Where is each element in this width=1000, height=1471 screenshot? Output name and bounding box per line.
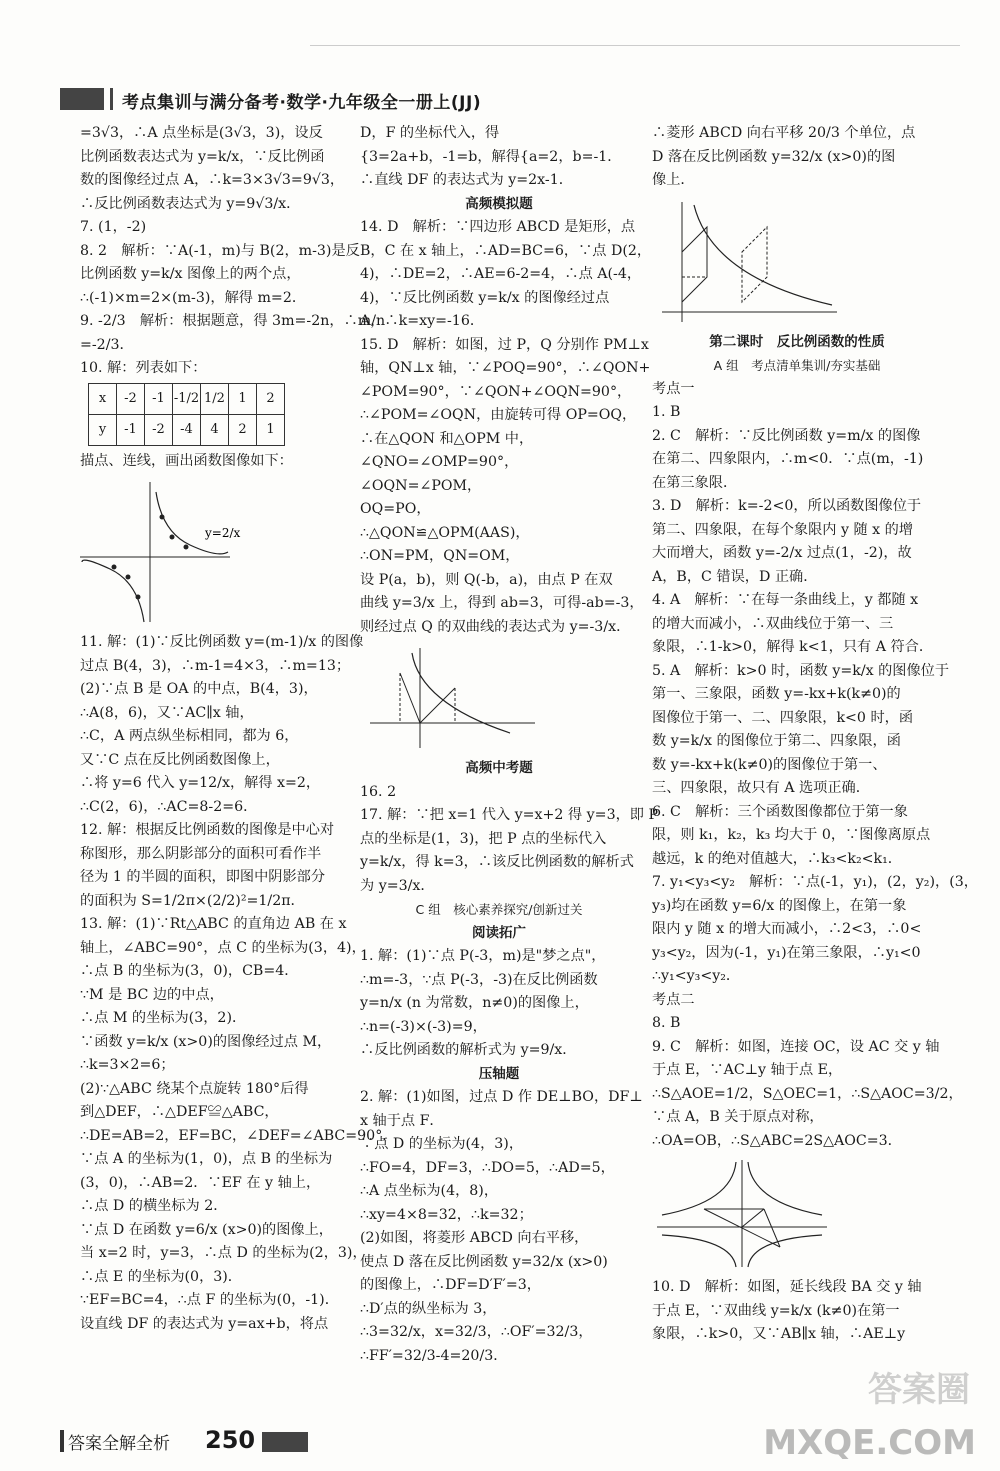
text-line: ∴菱形 ABCD 向右平移 20/3 个单位，点 [652,125,916,141]
text-line: 称图形，那么阴影部分的面积可看作半 [80,845,322,862]
text-line: ∴点 M 的坐标为(3，2)． [80,1010,247,1026]
text-line: 当 x=2 时，y=3，∴点 D 的坐标为(2，3)， [80,1245,367,1261]
text-line: ∴n=(-3)×(-3)=9， [360,1018,487,1035]
column-3 [652,122,978,1347]
text-line: y=k/x，得 k=3，∴该反比例函数的解析式 [360,854,634,870]
text-line: 15. D 解析：如图，过 P，Q 分别作 PM⊥x [360,336,649,353]
text-line: 在第二、四象限内，∴m<0．∵点(m，-1) [652,451,924,467]
text-line: 轴上，∠ABC=90°，点 C 的坐标为(3，4)， [80,939,366,956]
text-line: D 落在反比例函数 y=32/x (x>0)的图 [652,148,896,165]
text-line: ∵EF=BC=4，∴点 F 的坐标为(0，-1)． [80,1292,339,1308]
text-line: 设 P(a，b)，则 Q(-b，a)，由点 P 在双 [360,571,613,588]
value-table [88,383,285,446]
section-heading-mock: 高频模拟题 [465,195,533,212]
page-footer [60,1426,310,1456]
text-line: {3=2a+b，-1=b，解得{a=2，b=-1． [360,148,622,165]
text-line: y₃<y₂，因为(-1，y₁)在第三象限，∴y₁<0 [652,944,921,961]
text-line: ∴C，A 两点纵坐标相同，都为 6， [80,728,299,744]
symmetry-figure [652,1157,832,1272]
text-line: 考点一 [652,380,695,397]
table-cell: y [89,414,117,445]
text-line: ∴∠POM=∠OQN，由旋转可得 OP=OQ， [360,407,637,423]
text-line: ∴OA=OB，∴S△ABC=2S△AOC=3． [652,1132,902,1149]
header-title: 考点集训与满分备考·数学·九年级全一册上(JJ) [122,93,482,113]
table-cell: -1/2 [173,383,201,414]
text-line: 14. D 解析：∵四边形 ABCD 是矩形，点 [360,219,636,235]
watermark-brand: 答案圈 [868,1370,970,1410]
table-cell: 1/2 [201,383,229,414]
text-line: 13. 解：(1)∵Rt△ABC 的直角边 AB 在 x [80,916,347,932]
section-heading-final: 压轴题 [478,1065,520,1082]
text-line: 16. 2 [360,783,397,800]
text-line: 2. 解：(1)如图，过点 D 作 DE⊥BO，DF⊥ [360,1089,643,1105]
text-line: 像上． [652,172,695,188]
table-cell: 2 [257,383,285,414]
text-line: ∴反比例函数的解析式为 y=9/x． [360,1042,577,1058]
column-3-text-c [652,1276,942,1347]
text-line: ∴A 点坐标为(4，8)， [360,1183,499,1199]
text-line: 的增大而减小，∴双曲线位于第一、三 [652,615,894,632]
section-heading-group-c: C 组 核心素养探究/创新过关 [415,902,583,917]
column-3-text-a [652,122,942,193]
text-line: y=n/x (n 为常数，n≠0)的图像上， [360,995,589,1011]
text-line: 象限，∴k>0，又∵AB∥x 轴，∴AE⊥y [652,1326,906,1342]
column-1-text-b [80,450,342,474]
text-line: =3√3，∴A 点坐标是(3√3，3)，设反 [80,125,323,141]
text-line: 12. 解：根据反比例函数的图像是中心对 [80,822,335,838]
text-line: 8. 2 解析：∵A(-1，m)与 B(2，m-3)是反 [80,242,360,259]
text-line: y₃)均在函数 y=6/x 的图像上，在第一象 [652,897,907,914]
text-line: 第一、三象限，函数 y=-kx+k(k≠0)的 [652,686,901,702]
text-line: B，C 在 x 轴上，∴AD=BC=6，∵点 D(2， [360,242,652,259]
text-line: 图像位于第一、二、四象限，k<0 时，函 [652,709,914,726]
table-cell: -4 [173,414,201,445]
table-cell: x [89,383,117,414]
page-number: 250 [205,1426,256,1454]
text-line: ∴点 E 的坐标为(0，3)． [80,1268,242,1285]
text-line: 描点、连线，画出函数图像如下： [80,452,293,469]
text-line: 第二、四象限，在每个象限内 y 随 x 的增 [652,521,914,538]
text-line: 三、四象限，故只有 A 选项正确． [652,780,870,796]
text-line: OQ=PO， [360,501,431,517]
text-line: 11. 解：(1)∵反比例函数 y=(m-1)/x 的图像 [80,634,364,650]
text-line: D，F 的坐标代入，得 [360,125,500,141]
text-line: ∠POM=90°，∵∠QON+∠OQN=90°， [360,383,632,400]
column-2-text-c [360,781,659,899]
page-header [60,84,960,114]
text-line: A，B，C 错误，D 正确． [652,568,818,585]
table-cell: 2 [229,414,257,445]
text-line: ∴A(8，6)，又∵AC∥x 轴， [80,704,254,721]
text-line: 4)，∵反比例函数 y=k/x 的图像经过点 [360,289,610,306]
text-line: ∵点 D 的坐标为(4，3)， [360,1136,524,1152]
text-line: 考点二 [652,991,695,1008]
text-line: 使点 D 落在反比例函数 y=32/x (x>0) [360,1253,608,1270]
text-line: A，∴k=xy=-16． [360,313,485,329]
text-line: ∴点 D 的横坐标为 2． [80,1198,228,1214]
section-heading-group-a: A 组 考点清单集训/夯实基础 [713,358,881,373]
text-line: 设直线 DF 的表达式为 y=ax+b，将点 [80,1315,329,1332]
table-cell: -1 [117,414,145,445]
text-line: 限，则 k₁，k₂，k₃ 均大于 0，∵图像离原点 [652,827,931,843]
text-line: ∴点 B 的坐标为(3，0)，CB=4． [80,963,299,979]
text-line: ∴S△AOE=1/2，S△OEC=1，∴S△AOC=3/2， [652,1085,963,1102]
text-line: 数 y=-kx+k(k≠0)的图像位于第一、 [652,756,887,773]
section-heading-exam: 高频中考题 [465,760,533,776]
text-line: ∵点 A 的坐标为(1，0)，点 B 的坐标为 [80,1151,333,1167]
text-line: 1. 解：(1)∵点 P(-3，m)是"梦之点"， [360,948,606,964]
column-2-text-b [360,216,652,639]
text-line: 2. C 解析：∵反比例函数 y=m/x 的图像 [652,427,921,444]
text-line: ∴将 y=6 代入 y=12/x，解得 x=2， [80,775,321,791]
header-rule [310,45,960,46]
text-line: ∴FF′=32/3-4=20/3． [360,1347,508,1364]
text-line: 则经过点 Q 的双曲线的表达式为 y=-3/x． [360,618,631,635]
text-line: ∵函数 y=k/x (x>0)的图像经过点 M， [80,1033,332,1050]
text-line: 于点 E，∵AC⊥y 轴于点 E， [652,1062,843,1078]
text-line: x 轴于点 F． [360,1112,444,1129]
header-block [60,88,104,110]
text-line: (2)∵△ABC 绕某个点旋转 180°后得 [80,1080,309,1097]
text-line: (3，0)，∴AB=2．∵EF 在 y 轴上， [80,1174,321,1191]
text-line: 7. y₁<y₃<y₂ 解析：∵点(-1，y₁)，(2，y₂)，(3， [652,874,978,890]
text-line: ∴(-1)×m=2×(m-3)，解得 m=2． [80,289,307,306]
text-line: 4. A 解析：∵在每一条曲线上，y 都随 x [652,592,919,608]
text-line: ∴△QON≌△OPM(AAS)， [360,524,530,541]
text-line: (2)如图，将菱形 ABCD 向右平移， [360,1230,589,1246]
text-line: ∴y₁<y₃<y₂． [652,968,741,984]
text-line: ∴反比例函数表达式为 y=9√3/x． [80,195,301,212]
text-line: 越远，k 的绝对值越大，∴k₃<k₂<k₁． [652,850,902,867]
text-line: 数 y=k/x 的图像位于第二、四象限，函 [652,733,901,749]
text-line: 比例函数表达式为 y=k/x，∵反比例函 [80,148,325,165]
text-line: 17. 解：∵把 x=1 代入 y=x+2 得 y=3，即 P [360,807,659,823]
column-2 [360,122,659,1368]
column-2-text-d [360,945,638,1063]
column-1-text-a [80,122,386,381]
column-3-text-b [652,378,978,1154]
text-line: ∴k=3×2=6； [80,1057,175,1073]
table-cell: 4 [201,414,229,445]
section-heading-lesson: 第二课时 反比例函数的性质 [709,333,885,350]
text-line: 为 y=3/x． [360,877,435,894]
text-line: ∵M 是 BC 边的中点， [80,986,224,1003]
footer-label: 答案全解全析 [68,1434,170,1454]
table-cell: -1 [145,383,173,414]
text-line: ∵点 D 在函数 y=6/x (x>0)的图像上， [80,1221,333,1238]
text-line: ∴直线 DF 的表达式为 y=2x-1． [360,172,573,188]
table-row-y [89,414,285,445]
text-line: 4)，∴DE=2，∴AE=6-2=4，∴点 A(-4， [360,266,642,282]
text-line: 10. 解：列表如下： [80,360,207,376]
text-line: 1. B [652,404,681,420]
text-line: 到△DEF，∴△DEF≌△ABC， [80,1104,279,1120]
text-line: 6. C 解析：三个函数图像都位于第一象 [652,803,908,820]
footer-block [262,1432,308,1452]
text-line: 在第三象限． [652,474,738,491]
header-bar [110,88,113,110]
text-line: 7. (1，-2) [80,219,147,235]
text-line: ∴D′点的纵坐标为 3， [360,1300,497,1317]
graph-1-label: y=2/x [205,526,241,540]
watermark-site: MXQE.COM [763,1423,976,1463]
text-line: ∴xy=4×8=32，∴k=32； [360,1206,533,1223]
text-line: ∴在△QON 和△OPM 中， [360,430,534,447]
text-line: 大而增大，函数 y=-2/x 过点(1，-2)，故 [652,545,912,561]
text-line: 轴，QN⊥x 轴，∵∠POQ=90°，∴∠QON+ [360,360,651,376]
text-line: ∠OQN=∠POM， [360,477,482,494]
text-line: =-2/3． [80,336,134,353]
table-row-x [89,383,285,414]
table-cell: 1 [257,414,285,445]
text-line: ∴m=-3，∵点 P(-3，-3)在反比例函数 [360,971,598,988]
column-2-text-e [360,1086,643,1368]
text-line: ∴DE=AB=2，EF=BC，∠DEF=∠ABC=90°． [80,1127,397,1144]
text-line: 曲线 y=3/x 上，得到 ab=3，可得-ab=-3， [360,595,644,611]
text-line: 8. B [652,1015,681,1031]
table-cell: -2 [117,383,145,414]
text-line: 3. D 解析：k=-2<0，所以函数图像位于 [652,498,922,514]
text-line: 又∵C 点在反比例函数图像上， [80,751,280,768]
text-line: (2)∵点 B 是 OA 的中点，B(4，3)， [80,681,318,697]
text-line: 9. C 解析：如图，连接 OC，设 AC 交 y 轴 [652,1038,940,1055]
text-line: 象限，∴1-k>0，解得 k<1，只有 A 符合． [652,639,934,655]
text-line: ∴3=32/x，x=32/3，∴OF′=32/3， [360,1324,593,1340]
text-line: 的图像上，∴DF=D′F′=3， [360,1277,541,1293]
text-line: ∴C(2，6)，∴AC=8-2=6． [80,798,258,815]
text-line: 10. D 解析：如图，延长线段 BA 交 y 轴 [652,1279,922,1295]
footer-bar [60,1430,64,1452]
rotation-figure [360,643,540,753]
text-line: ∴FO=4，DF=3，∴DO=5，∴AD=5， [360,1159,615,1176]
text-line: ∠QNO=∠OMP=90°， [360,454,519,470]
text-line: 过点 B(4，3)，∴m-1=4×3，∴m=13； [80,657,351,674]
text-line: 比例函数 y=k/x 图像上的两个点， [80,266,301,282]
hyperbola-graph-1 [80,477,240,627]
rhombus-translation-figure [652,197,842,327]
text-line: 的面积为 S=1/2π×(2/2)²=1/2π． [80,892,305,909]
text-line: 9. -2/3 解析：根据题意，得 3m=-2n，∴m/n [80,313,386,329]
text-line: 数的图像经过点 A，∴k=3×3√3=9√3， [80,172,345,188]
text-line: 5. A 解析：k>0 时，函数 y=k/x 的图像位于 [652,662,950,679]
text-line: ∵点 A，B 关于原点对称， [652,1109,824,1125]
text-line: ∴ON=PM，QN=OM， [360,548,520,564]
section-heading-reading: 阅读拓广 [472,924,526,941]
table-cell: -2 [145,414,173,445]
text-line: 点的坐标是(1，3)，把 P 点的坐标代入 [360,830,607,847]
text-line: 径为 1 的半圆的面积，即图中阴影部分 [80,869,326,885]
column-2-text-a [360,122,638,193]
table-cell: 1 [229,383,257,414]
text-line: 于点 E，∵双曲线 y=k/x (k≠0)在第一 [652,1302,900,1319]
text-line: 限内 y 随 x 的增大而减小，∴2<3，∴0< [652,921,922,937]
